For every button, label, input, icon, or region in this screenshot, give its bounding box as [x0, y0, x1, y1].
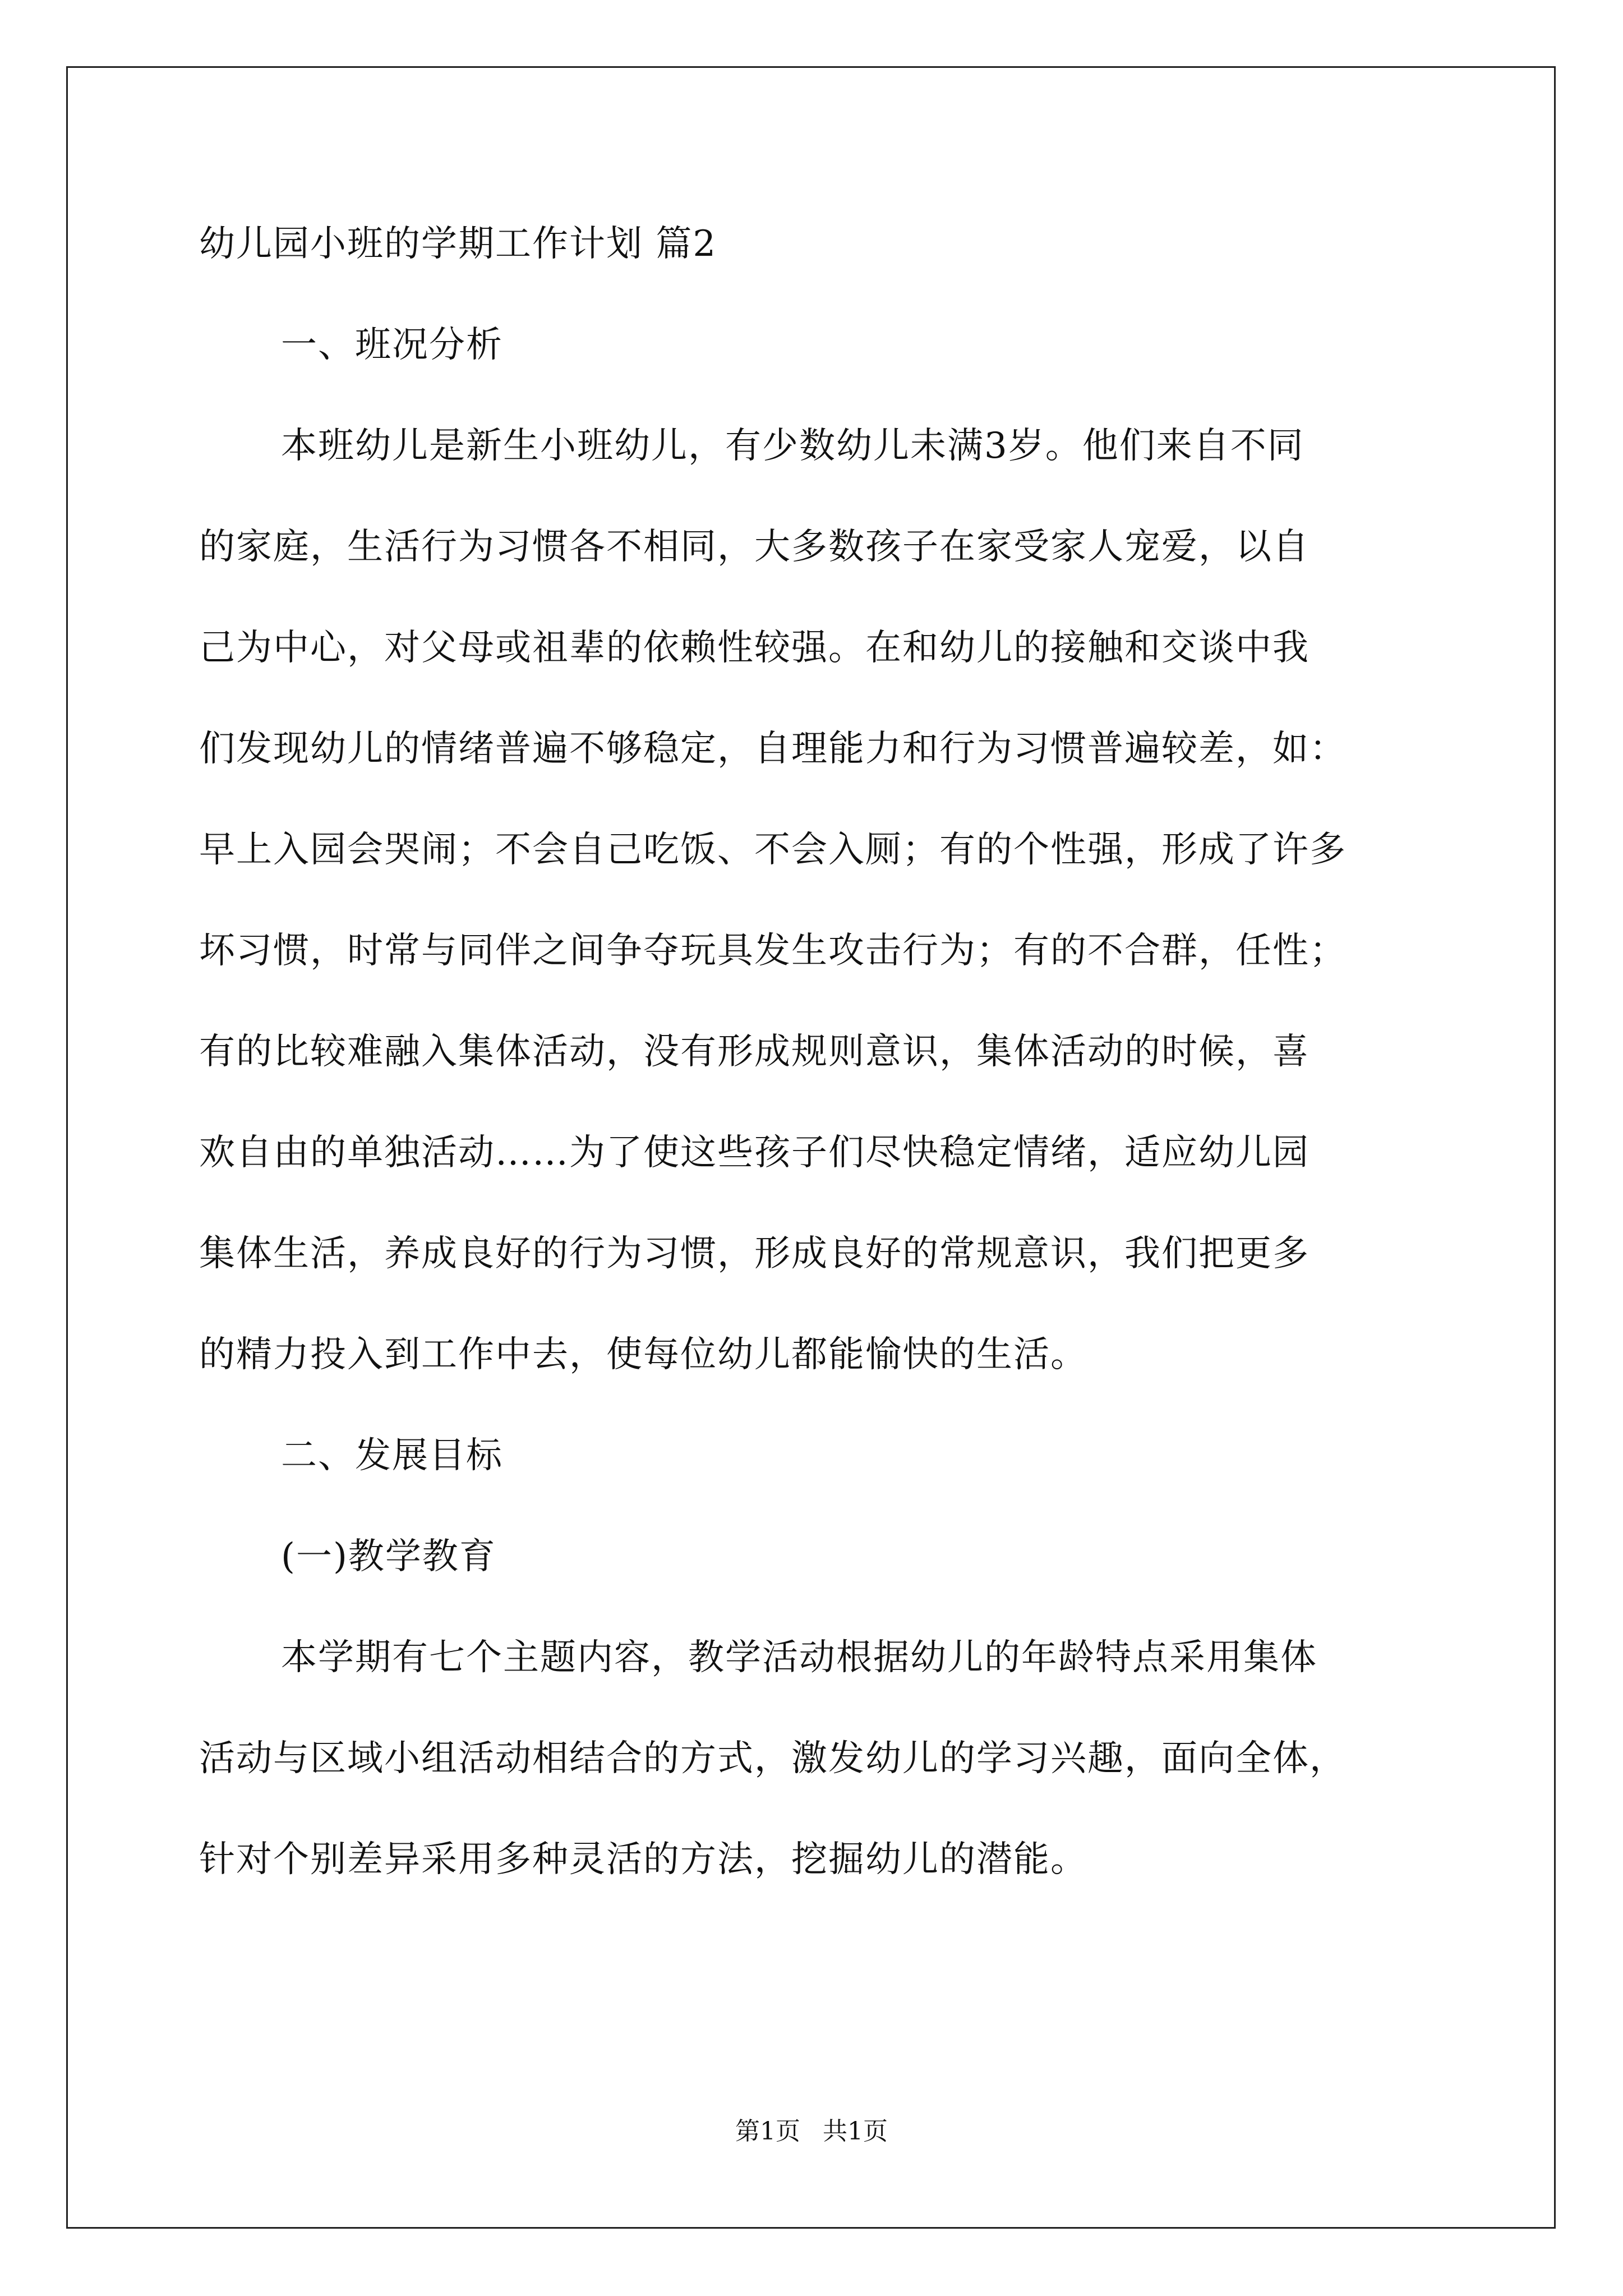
paragraph-line: 本班幼儿是新生小班幼儿，有少数幼儿未满3岁。他们来自不同 — [281, 425, 1304, 467]
document-title: 幼儿园小班的学期工作计划 篇2 — [199, 223, 717, 265]
paragraph-line: 本学期有七个主题内容，教学活动根据幼儿的年龄特点采用集体 — [281, 1637, 1317, 1678]
subsection-heading-teaching: (一)教学教育 — [281, 1536, 496, 1577]
paragraph-line: 集体生活，养成良好的行为习惯，形成良好的常规意识，我们把更多 — [199, 1233, 1310, 1274]
page-total: 共1页 — [823, 2117, 888, 2146]
section-heading-class-analysis: 一、班况分析 — [281, 324, 503, 366]
page-number: 第1页 — [735, 2117, 800, 2146]
document-body — [199, 222, 1424, 1938]
paragraph-line: 欢自由的单独活动……为了使这些孩子们尽快稳定情绪，适应幼儿园 — [199, 1132, 1310, 1174]
section-heading-goals: 二、发展目标 — [281, 1435, 503, 1476]
paragraph-line: 己为中心，对父母或祖辈的依赖性较强。在和幼儿的接触和交谈中我 — [199, 627, 1310, 669]
paragraph-line: 有的比较难融入集体活动，没有形成规则意识，集体活动的时候，喜 — [199, 1031, 1310, 1073]
paragraph-line: 们发现幼儿的情绪普遍不够稳定，自理能力和行为习惯普遍较差，如： — [199, 728, 1347, 770]
paragraph-line: 坏习惯，时常与同伴之间争夺玩具发生攻击行为；有的不合群，任性； — [199, 930, 1347, 972]
paragraph-line: 的精力投入到工作中去，使每位幼儿都能愉快的生活。 — [199, 1334, 1087, 1375]
paragraph-line: 早上入园会哭闹；不会自己吃饭、不会入厕；有的个性强，形成了许多 — [199, 829, 1347, 871]
page-footer — [0, 2116, 1623, 2147]
paragraph-line: 针对个别差异采用多种灵活的方法，挖掘幼儿的潜能。 — [199, 1839, 1087, 1880]
paragraph-line: 的家庭，生活行为习惯各不相同，大多数孩子在家受家人宠爱，以自 — [199, 526, 1310, 568]
paragraph-line: 活动与区域小组活动相结合的方式，激发幼儿的学习兴趣，面向全体， — [199, 1738, 1347, 1779]
